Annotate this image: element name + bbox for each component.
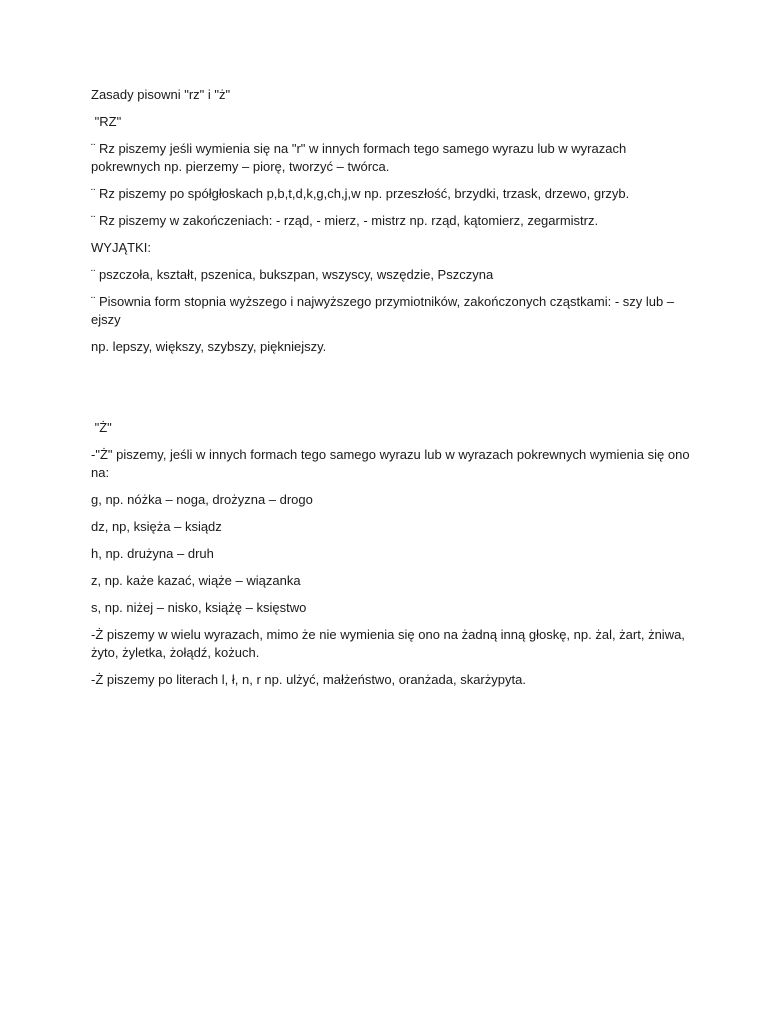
document-body xyxy=(91,86,694,698)
exception-2: ¨ Pisownia form stopnia wyższego i najwyższego przymiotników, zakończonych cząstkami: - szy lub – ejszy xyxy=(91,294,678,327)
rz-rule-1: ¨ Rz piszemy jeśli wymienia się na "r" w innych formach tego samego wyrazu lub w wyrazach pokrewnych np. pierzemy – piorę, tworzyć – twórca. xyxy=(91,141,630,174)
z-example-s: s, np. niżej – nisko, książę – księstwo xyxy=(91,600,307,615)
rz-heading: "RZ" xyxy=(91,114,122,129)
z-example-g: g, np. nóżka – noga, drożyzna – drogo xyxy=(91,492,313,507)
section-spacer xyxy=(91,365,691,419)
z-example-dz: dz, np, księża – ksiądz xyxy=(91,519,222,534)
exception-examples: np. lepszy, większy, szybszy, piękniejszy. xyxy=(91,339,327,354)
exceptions-heading: WYJĄTKI: xyxy=(91,240,151,255)
exception-1: ¨ pszczoła, kształt, pszenica, bukszpan, wszyscy, wszędzie, Pszczyna xyxy=(91,267,494,282)
z-intro: -"Ż" piszemy, jeśli w innych formach tego samego wyrazu lub w wyrazach pokrewnych wymienia się ono na: xyxy=(91,447,694,480)
rz-rule-3: ¨ Rz piszemy w zakończeniach: - rząd, - mierz, - mistrz np. rząd, kątomierz, zegarmistrz. xyxy=(91,213,599,228)
z-heading: "Ż" xyxy=(91,420,112,435)
z-rule-1: -Ż piszemy w wielu wyrazach, mimo że nie wymienia się ono na żadną inną głoskę, np. żal, żart, żniwa, żyto, żyletka, żołądź, kożuch. xyxy=(91,627,689,660)
z-example-z: z, np. każe kazać, wiąże – wiązanka xyxy=(91,573,301,588)
rz-rule-2: ¨ Rz piszemy po spółgłoskach p,b,t,d,k,g,ch,j,w np. przeszłość, brzydki, trzask, drzewo, grzyb. xyxy=(91,186,630,201)
z-example-h: h, np. drużyna – druh xyxy=(91,546,214,561)
document-title: Zasady pisowni "rz" i "ż" xyxy=(91,87,231,102)
z-rule-2: -Ż piszemy po literach l, ł, n, r np. ulżyć, małżeństwo, oranżada, skarżypyta. xyxy=(91,672,526,687)
